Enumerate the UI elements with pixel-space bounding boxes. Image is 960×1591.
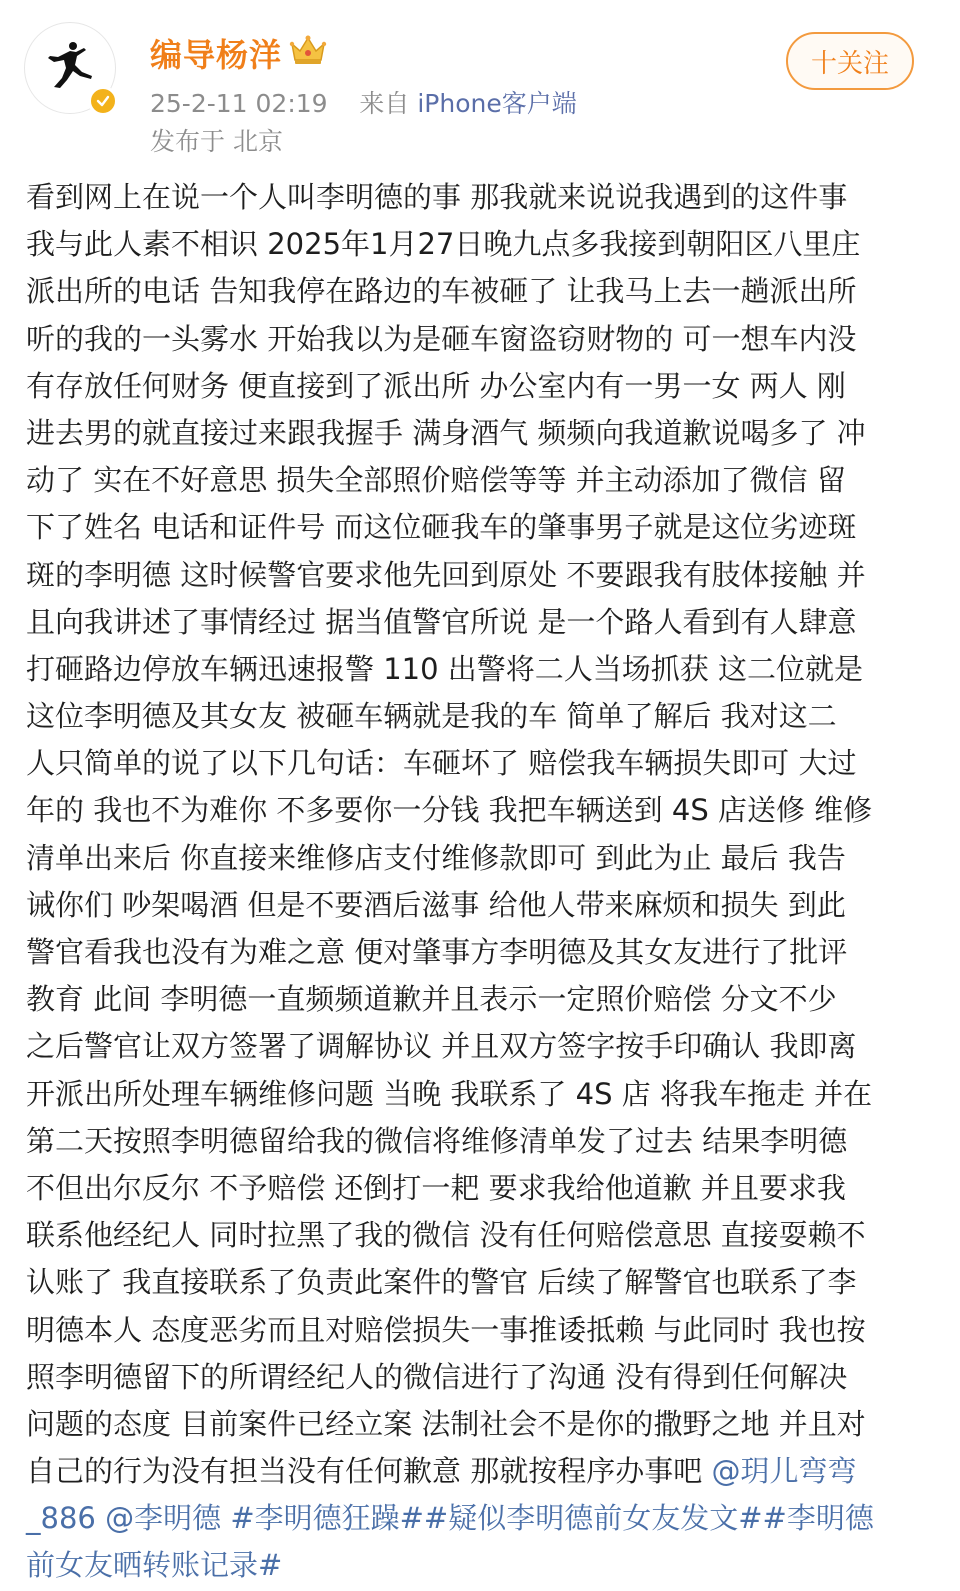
body-line: 有存放任何财务 便直接到了派出所 办公室内有一男一女 两人 刚 <box>26 368 846 403</box>
username[interactable]: 编导杨洋 <box>150 36 283 74</box>
post-meta <box>150 84 577 120</box>
body-line: 之后警官让双方签署了调解协议 并且双方签字按手印确认 我即离 <box>26 1029 857 1064</box>
source-prefix: 来自 <box>359 89 410 118</box>
body-line: 动了 实在不好意思 损失全部照价赔偿等等 并主动添加了微信 留 <box>26 463 846 498</box>
hashtag-link[interactable]: #李明德狂躁# <box>230 1501 424 1536</box>
post-source[interactable]: iPhone客户端 <box>417 89 577 118</box>
body-line: 不但出尔反尔 不予赔偿 还倒打一耙 要求我给他道歉 并且要求我 <box>26 1170 846 1205</box>
body-line: 看到网上在说一个人叫李明德的事 那我就来说说我遇到的这件事 <box>26 180 848 214</box>
body-line: 这位李明德及其女友 被砸车辆就是我的车 简单了解后 我对这二 <box>26 699 837 734</box>
crown-icon <box>288 34 328 66</box>
body-line: 第二天按照李明德留给我的微信将维修清单发了过去 结果李明德 <box>26 1123 848 1158</box>
body-line: 且向我讲述了事情经过 据当值警官所说 是一个路人看到有人肆意 <box>26 604 857 639</box>
mention-link[interactable]: @玥儿弯弯 <box>711 1454 857 1489</box>
body-line: 照李明德留下的所谓经纪人的微信进行了沟通 没有得到任何解决 <box>26 1359 848 1394</box>
body-line: 我与此人素不相识 2025年1月27日晚九点多我接到朝阳区八里庄 <box>26 227 861 262</box>
body-line: 下了姓名 电话和证件号 而这位砸我车的肇事男子就是这位劣迹斑 <box>26 510 857 545</box>
body-text: 自己的行为没有担当没有任何歉意 那就按程序办事吧 <box>26 1454 712 1489</box>
body-line-with-links <box>26 1495 916 1542</box>
mention-link[interactable]: @李明德 <box>105 1501 222 1536</box>
body-line: 派出所的电话 告知我停在路边的车被砸了 让我马上去一趟派出所 <box>26 274 857 309</box>
body-line: 认账了 我直接联系了负责此案件的警官 后续了解警官也联系了李 <box>26 1265 857 1300</box>
body-line: 诫你们 吵架喝酒 但是不要酒后滋事 给他人带来麻烦和损失 到此 <box>26 887 846 922</box>
body-line-with-mention <box>26 1448 916 1495</box>
body-line-with-links <box>26 1542 916 1589</box>
post-timestamp: 25-2-11 02:19 <box>150 89 328 118</box>
hashtag-link[interactable]: 前女友晒转账记录# <box>26 1548 283 1583</box>
body-line: 教育 此间 李明德一直频频道歉并且表示一定照价赔偿 分文不少 <box>26 982 837 1017</box>
hashtag-link[interactable]: #李明德 <box>762 1501 874 1536</box>
body-line: 联系他经纪人 同时拉黑了我的微信 没有任何赔偿意思 直接耍赖不 <box>26 1218 866 1253</box>
body-line: 人只简单的说了以下几句话：车砸坏了 赔偿我车辆损失即可 大过 <box>26 746 857 781</box>
verified-badge-icon <box>88 86 118 116</box>
body-line: 清单出来后 你直接来维修店支付维修款即可 到此为止 最后 我告 <box>26 840 846 875</box>
body-line: 进去男的就直接过来跟我握手 满身酒气 频频向我道歉说喝多了 冲 <box>26 415 866 450</box>
body-line: 开派出所处理车辆维修问题 当晚 我联系了 4S 店 将我车拖走 并在 <box>26 1076 873 1111</box>
post-body <box>26 174 916 1590</box>
body-line: 听的我的一头雾水 开始我以为是砸车窗盗窃财物的 可一想车内没 <box>26 321 857 356</box>
body-line: 警官看我也没有为难之意 便对肇事方李明德及其女友进行了批评 <box>26 935 848 969</box>
mention-link[interactable]: _886 <box>26 1501 96 1536</box>
follow-button[interactable]: 十关注 <box>786 32 914 90</box>
jumpman-logo-icon <box>40 38 100 98</box>
body-line: 问题的态度 目前案件已经立案 法制社会不是你的撒野之地 并且对 <box>26 1406 866 1441</box>
body-line: 年的 我也不为难你 不多要你一分钱 我把车辆送到 4S 店送修 维修 <box>26 793 873 828</box>
post-location: 发布于 北京 <box>150 127 283 156</box>
hashtag-link[interactable]: #疑似李明德前女友发文# <box>423 1501 763 1536</box>
body-line: 打砸路边停放车辆迅速报警 110 出警将二人当场抓获 这二位就是 <box>26 651 864 686</box>
body-line: 斑的李明德 这时候警官要求他先回到原处 不要跟我有肢体接触 并 <box>26 557 866 592</box>
body-line: 明德本人 态度恶劣而且对赔偿损失一事推诿抵赖 与此同时 我也按 <box>26 1312 866 1347</box>
